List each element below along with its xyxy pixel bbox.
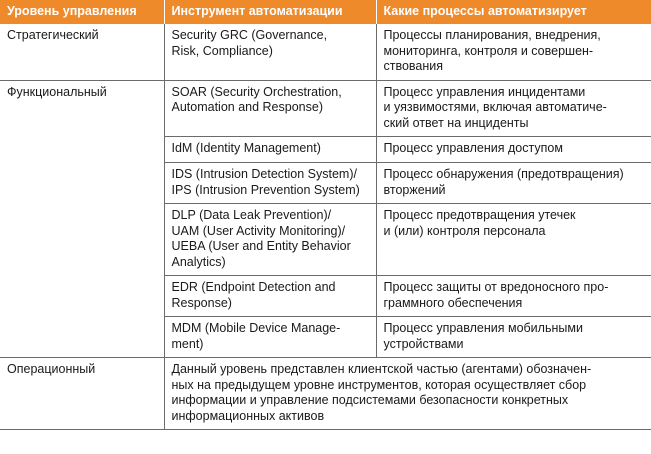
process-cell: Процесс предотвращения утечек и (или) контроля персонала	[376, 204, 651, 276]
level-strategic: Стратегический	[0, 24, 164, 80]
process-cell: Процесс обнаружения (предотвращения) вторжений	[376, 163, 651, 204]
tool-cell: SOAR (Security Orchestration, Automation and Response)	[164, 80, 376, 137]
tool-cell: EDR (Endpoint Detection and Response)	[164, 276, 376, 317]
process-cell: Процесс управления доступом	[376, 137, 651, 163]
process-cell: Процесс управления мобильными устройствами	[376, 317, 651, 358]
level-functional: Функциональный	[0, 80, 164, 358]
level-operational: Операционный	[0, 358, 164, 430]
table-row	[0, 80, 651, 137]
tool-cell: MDM (Mobile Device Manage- ment)	[164, 317, 376, 358]
header-row	[0, 0, 651, 24]
header-tool: Инструмент автоматизации	[164, 0, 376, 24]
process-cell: Процесс защиты от вредоносного про- граммного обеспечения	[376, 276, 651, 317]
tool-cell: Security GRC (Governance, Risk, Compliance)	[164, 24, 376, 80]
table-header	[0, 0, 651, 24]
table-row	[0, 358, 651, 430]
table-row	[0, 24, 651, 80]
tool-cell: DLP (Data Leak Prevention)/ UAM (User Activity Monitoring)/ UEBA (User and Entity Behavior Analytics)	[164, 204, 376, 276]
process-cell: Процессы планирования, внедрения, мониторинга, контроля и совершен- ствования	[376, 24, 651, 80]
tool-cell: IDS (Intrusion Detection System)/ IPS (Intrusion Prevention System)	[164, 163, 376, 204]
tool-cell: IdM (Identity Management)	[164, 137, 376, 163]
table-body	[0, 24, 651, 430]
header-processes: Какие процессы автоматизирует	[376, 0, 651, 24]
process-cell: Процесс управления инцидентами и уязвимостями, включая автоматиче- ский ответ на инциденты	[376, 80, 651, 137]
header-level: Уровень управления	[0, 0, 164, 24]
operational-note: Данный уровень представлен клиентской частью (агентами) обозначен- ных на предыдущем уровне инструментов, которая осуществляет сбор информации и управление подсистемами безопасности конкретных информационных активов	[164, 358, 651, 430]
